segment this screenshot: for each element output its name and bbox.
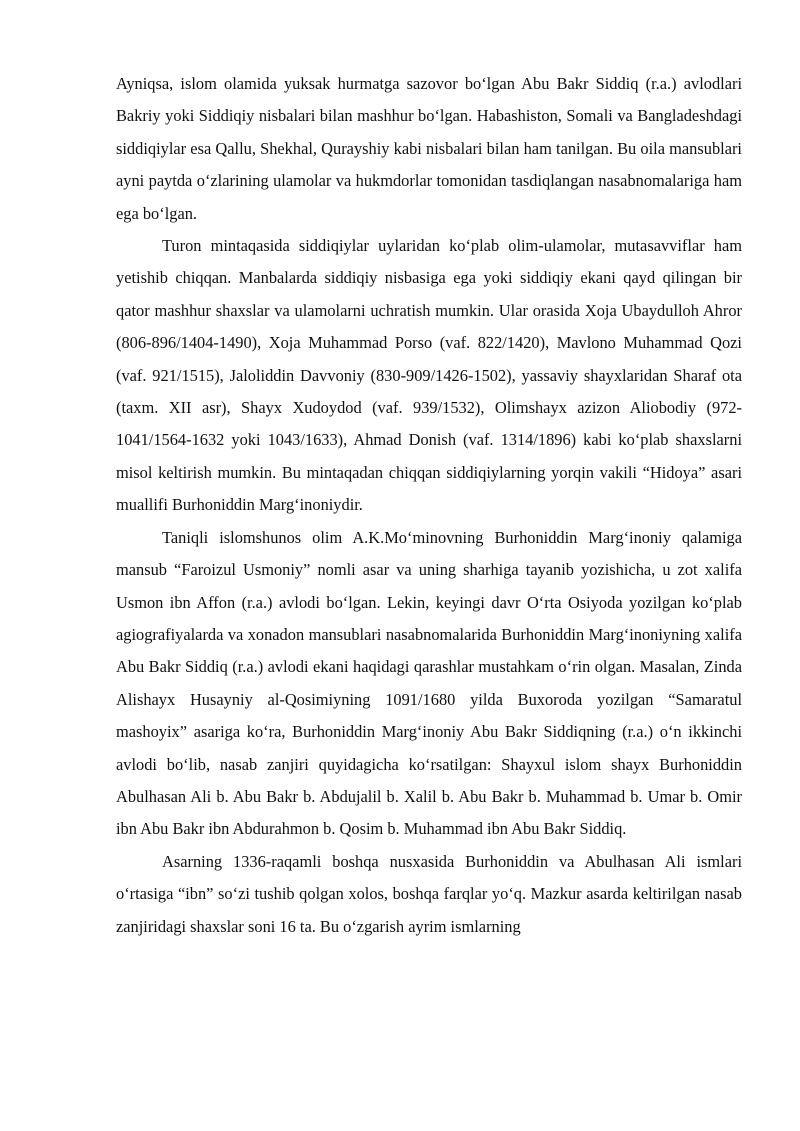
paragraph-burhoniddin-lineage: Taniqli islomshunos olim A.K.Mo‘minovning Burhoniddin Marg‘inoniy qalamiga mansub “Faroizul Usmoniy” nomli asar va uning sharhiga tayanib yozishicha, u zot xalifa Usmon ibn Affon (r.a.) avlodi bo‘lgan. Lekin, keyingi davr O‘rta Osiyoda yozilgan ko‘plab agiografiyalarda va xonadon mansublari nasabnomalarida Burhoniddin Marg‘inoniyning xalifa Abu Bakr Siddiq (r.a.) avlodi ekani haqidagi qarashlar mustahkam o‘rin olgan. Masalan, Zinda Alishayx Husayniy al-Qosimiyning 1091/1680 yilda Buxoroda yozilgan “Samaratul mashoyix” asariga ko‘ra, Burhoniddin Marg‘inoniy Abu Bakr Siddiqning (r.a.) o‘n ikkinchi avlodi bo‘lib, nasab zanjiri quyidagicha ko‘rsatilgan: Shayxul islom shayx Burhoniddin Abulhasan Ali b. Abu Bakr b. Abdujalil b. Xalil b. Abu Bakr b. Muhammad b. Umar b. Omir ibn Abu Bakr ibn Abdurahmon b. Qosim b. Muhammad ibn Abu Bakr Siddiq. xyxy=(116,527,742,839)
paragraph-turon-siddiqiylar: Turon mintaqasida siddiqiylar uylaridan ko‘plab olim-ulamolar, mutasavviflar ham yetishib chiqqan. Manbalarda siddiqiy nisbasiga ega yoki siddiqiy ekani qayd qilingan bir qator mashhur shaxslar va ulamolarni uchratish mumkin. Ular orasida Xoja Ubaydulloh Ahror (806-896/1404-1490), Xoja Muhammad Porso (vaf. 822/1420), Mavlono Muhammad Qozi (vaf. 921/1515), Jaloliddin Davvoniy (830-909/1426-1502), yassaviy shayxlaridan Sharaf ota (taxm. XII asr), Shayx Xudoydod (vaf. 939/1532), Olimshayx azizon Aliobodiy (972-1041/1564-1632 yoki 1043/1633), Ahmad Donish (vaf. 1314/1896) kabi ko‘plab shaxslarni misol keltirish mumkin. Bu mintaqadan chiqqan siddiqiylarning yorqin vakili “Hidoya” asari muallifi Burhoniddin Marg‘inoniydir. xyxy=(116,236,742,515)
paragraph-abu-bakr-descendants: Ayniqsa, islom olamida yuksak hurmatga sazovor bo‘lgan Abu Bakr Siddiq (r.a.) avlodlari Bakriy yoki Siddiqiy nisbalari bilan mashhur bo‘lgan. Habashiston, Somali va Bangladeshdagi siddiqiylar esa Qallu, Shekhal, Qurayshiy kabi nisbalari bilan ham tanilgan. Bu oila mansublari ayni paytda o‘zlarining ulamolar va hukmdorlar tomonidan tasdiqlangan nasabnomalariga ham ega bo‘lgan. xyxy=(116,74,742,223)
document-page xyxy=(116,68,742,943)
paragraph-manuscript-1336: Asarning 1336-raqamli boshqa nusxasida Burhoniddin va Abulhasan Ali ismlari o‘rtasiga “ibn” so‘zi tushib qolgan xolos, boshqa farqlar yo‘q. Mazkur asarda keltirilgan nasab zanjiridagi shaxslar soni 16 ta. Bu o‘zgarish ayrim ismlarning xyxy=(116,851,742,936)
